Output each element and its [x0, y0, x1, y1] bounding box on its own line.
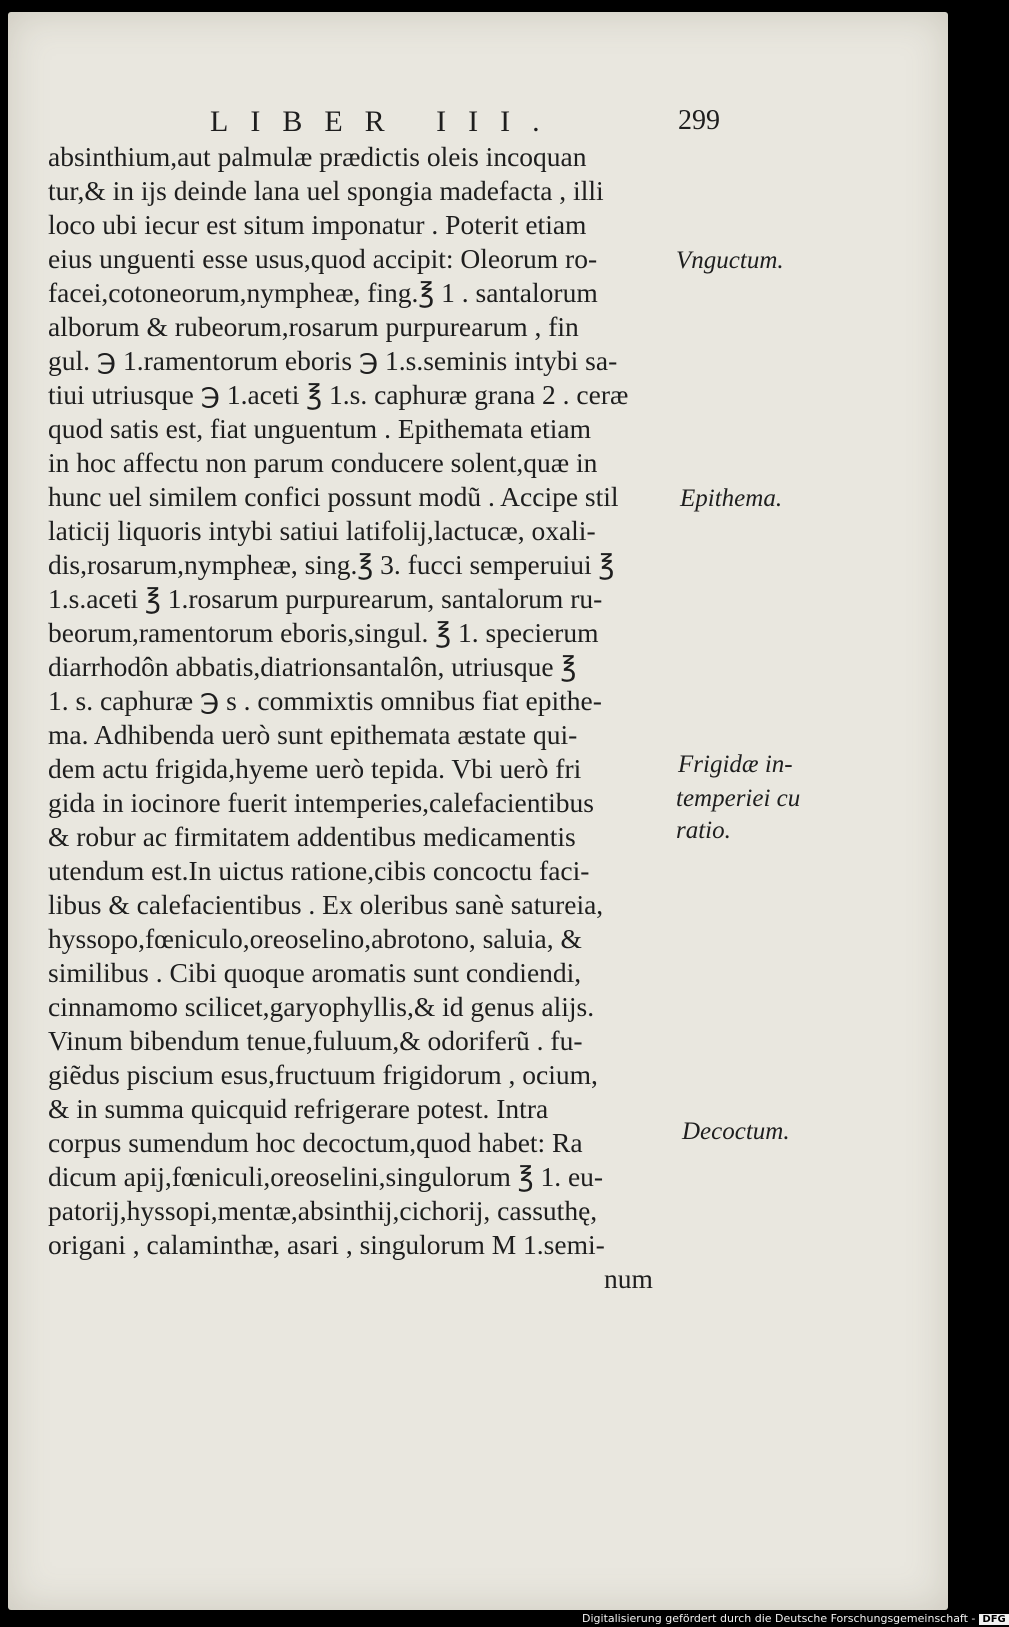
- text-line: gul. ℈ 1.ramentorum eboris ℈ 1.s.seminis intybi sa-: [48, 345, 618, 376]
- text-line: & robur ac firmitatem addentibus medicamentis: [48, 821, 576, 852]
- text-line: beorum,ramentorum eboris,singul. ℥ 1. specierum: [48, 617, 599, 648]
- footer-text: Digitalisierung gefördert durch die Deutsche Forschungsgemeinschaft -: [582, 1612, 976, 1625]
- text-line: eius unguenti esse usus,quod accipit: Oleorum ro-: [48, 243, 598, 274]
- margin-note-temperiei: temperiei cu: [676, 785, 801, 812]
- text-line: dem actu frigida,hyeme uerò tepida. Vbi uerò fri: [48, 753, 582, 784]
- text-line: facei,cotoneorum,nympheæ, fing.℥ 1 . santalorum: [48, 277, 598, 308]
- text-line: tiui utriusque ℈ 1.aceti ℥ 1.s. caphuræ grana 2 . ceræ: [48, 379, 629, 410]
- text-line: Vinum bibendum tenue,fuluum,& odoriferũ . fu-: [48, 1025, 583, 1056]
- text-line: absinthium,aut palmulæ prædictis oleis incoquan: [48, 141, 587, 172]
- running-header: [210, 105, 720, 141]
- text-line: laticij liquoris intybi satiui latifolij,lactucæ, oxali-: [48, 515, 596, 546]
- text-line: origani , calaminthæ, asari , singulorum M 1.semi-: [48, 1229, 605, 1260]
- body-text: [48, 140, 698, 1296]
- dfg-logo: DFG: [979, 1614, 1008, 1625]
- text-line: num: [604, 1263, 653, 1294]
- text-line: patorij,hyssopi,mentæ,absinthij,cichorij, cassuthę,: [48, 1195, 598, 1226]
- text-line: 1. s. caphuræ ℈ s . commixtis omnibus fiat epithe-: [48, 685, 602, 716]
- text-line: cinnamomo scilicet,garyophyllis,& id genus alijs.: [48, 991, 595, 1022]
- text-line: dis,rosarum,nympheæ, sing.℥ 3. fucci semperuiui ℥: [48, 549, 615, 580]
- header-title: LIBER III.: [210, 105, 562, 138]
- text-line: ma. Adhibenda uerò sunt epithemata æstate qui-: [48, 719, 578, 750]
- text-line: giẽdus piscium esus,fructuum frigidorum , ocium,: [48, 1059, 598, 1090]
- text-line: libus & calefacientibus . Ex oleribus sanè satureia,: [48, 889, 604, 920]
- text-line: 1.s.aceti ℥ 1.rosarum purpurearum, santalorum ru-: [48, 583, 603, 614]
- text-line: in hoc affectu non parum conducere solent,quæ in: [48, 447, 598, 478]
- text-line: gida in iocinore fuerit intemperies,calefacientibus: [48, 787, 594, 818]
- text-line: hyssopo,fœniculo,oreoselino,abrotono, saluia, &: [48, 923, 582, 954]
- margin-note-frigidae: Frigidæ in-: [678, 751, 793, 778]
- digitization-footer: [582, 1612, 1009, 1625]
- text-line: diarrhodôn abbatis,diatrionsantalôn, utriusque ℥: [48, 651, 577, 682]
- text-line: alborum & rubeorum,rosarum purpurearum , fin: [48, 311, 579, 342]
- text-line: dicum apij,fœniculi,oreoselini,singulorum ℥ 1. eu-: [48, 1161, 604, 1192]
- text-line: utendum est.In uictus ratione,cibis concoctu faci-: [48, 855, 590, 886]
- text-line: tur,& in ijs deinde lana uel spongia madefacta , illi: [48, 175, 604, 206]
- text-line: hunc uel similem confici possunt modũ . Accipe stil: [48, 481, 619, 512]
- text-line: & in summa quicquid refrigerare potest. Intra: [48, 1093, 549, 1124]
- margin-note-epithema: Epithema.: [680, 485, 783, 512]
- text-line: quod satis est, fiat unguentum . Epithemata etiam: [48, 413, 592, 444]
- page-number: 299: [678, 105, 720, 136]
- margin-note-ratio: ratio.: [676, 817, 731, 844]
- margin-note-unguentum: Vnguctum.: [676, 247, 784, 274]
- margin-note-decoctum: Decoctum.: [682, 1118, 790, 1145]
- text-line: corpus sumendum hoc decoctum,quod habet: Ra: [48, 1127, 583, 1158]
- text-line: loco ubi iecur est situm imponatur . Poterit etiam: [48, 209, 587, 240]
- text-line: similibus . Cibi quoque aromatis sunt condiendi,: [48, 957, 582, 988]
